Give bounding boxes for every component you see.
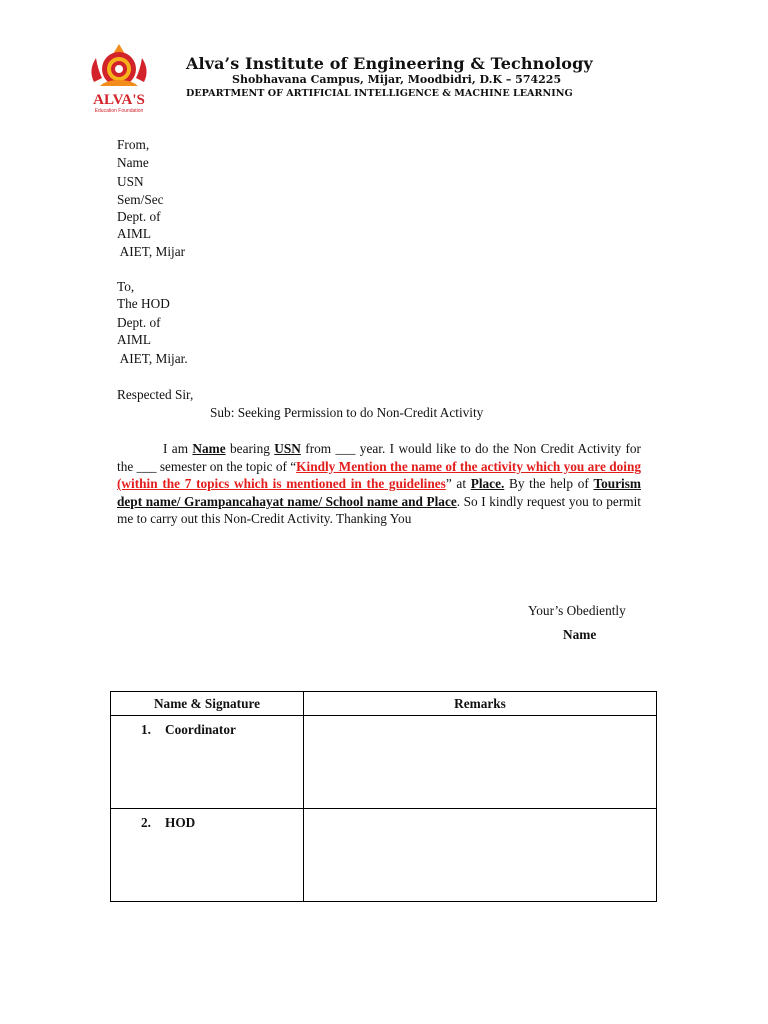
table-header-row — [111, 692, 657, 716]
signature-name: Name — [563, 627, 597, 642]
from-dept-name: AIML — [117, 226, 151, 241]
place-placeholder: Place. — [470, 476, 505, 492]
help-org-placeholder: Tourism dept name/ Grampancahayat name/ School name and Place — [117, 476, 641, 509]
from-usn: USN — [117, 174, 144, 189]
institute-name: Alva’s Institute of Engineering & Technology — [186, 54, 593, 73]
logo-emblem-icon — [91, 44, 146, 86]
remarks-cell-coordinator — [304, 716, 657, 809]
alvas-logo — [76, 42, 162, 114]
to-dept-name: AIML — [117, 332, 151, 347]
logo-wordmark: ALVA'S — [93, 92, 145, 108]
salutation: Respected Sir, — [117, 387, 194, 402]
signature-cell-coordinator — [111, 716, 304, 809]
from-sem-sec: Sem/Sec — [117, 192, 164, 207]
to-line: To, — [117, 279, 135, 294]
from-college: AIET, Mijar — [117, 244, 186, 259]
subject-line: Sub: Seeking Permission to do Non-Credit Activity — [210, 405, 484, 420]
remarks-cell-hod — [304, 809, 657, 902]
header-remarks: Remarks — [304, 692, 657, 716]
row-label: HOD — [165, 815, 196, 830]
row-number: 2. — [141, 815, 151, 830]
body-paragraph: I am Name bearing USN from ___ year. I would like to do the Non Credit Activity for the ___ semester on the topic of “Kindly Mention the name of the activity which you are doing (within the 7 topics which is mentioned in the guidelines” at Place. By the help of Tourism dept name/ Grampancahayat name/ School name and Place. So I kindly request you to permit me to carry out this Non-Credit Activity. Thanking You — [117, 441, 641, 527]
row-number: 1. — [141, 722, 151, 737]
to-college: AIET, Mijar. — [117, 351, 188, 366]
row-label: Coordinator — [165, 722, 236, 737]
to-dept: Dept. of — [117, 315, 161, 330]
name-placeholder: Name — [192, 441, 226, 456]
valediction: Your’s Obediently — [528, 603, 626, 618]
header-name-signature: Name & Signature — [111, 692, 304, 716]
activity-placeholder: Kindly Mention the name of the activity which you are doing (within the 7 topics which is mentioned in the guidelines — [117, 458, 641, 492]
to-hod: The HOD — [117, 296, 170, 311]
table-row — [111, 809, 657, 902]
signature-table — [110, 691, 657, 902]
usn-placeholder: USN — [274, 441, 301, 456]
department-heading: DEPARTMENT OF ARTIFICIAL INTELLIGENCE & MACHINE LEARNING — [186, 88, 573, 99]
from-dept: Dept. of — [117, 209, 161, 224]
from-name: Name — [117, 155, 149, 170]
from-line: From, — [117, 137, 150, 152]
table-row — [111, 716, 657, 809]
logo-tagline: Education Foundation — [94, 108, 144, 114]
signature-cell-hod — [111, 809, 304, 902]
campus-address: Shobhavana Campus, Mijar, Moodbidri, D.K – 574225 — [232, 73, 562, 86]
